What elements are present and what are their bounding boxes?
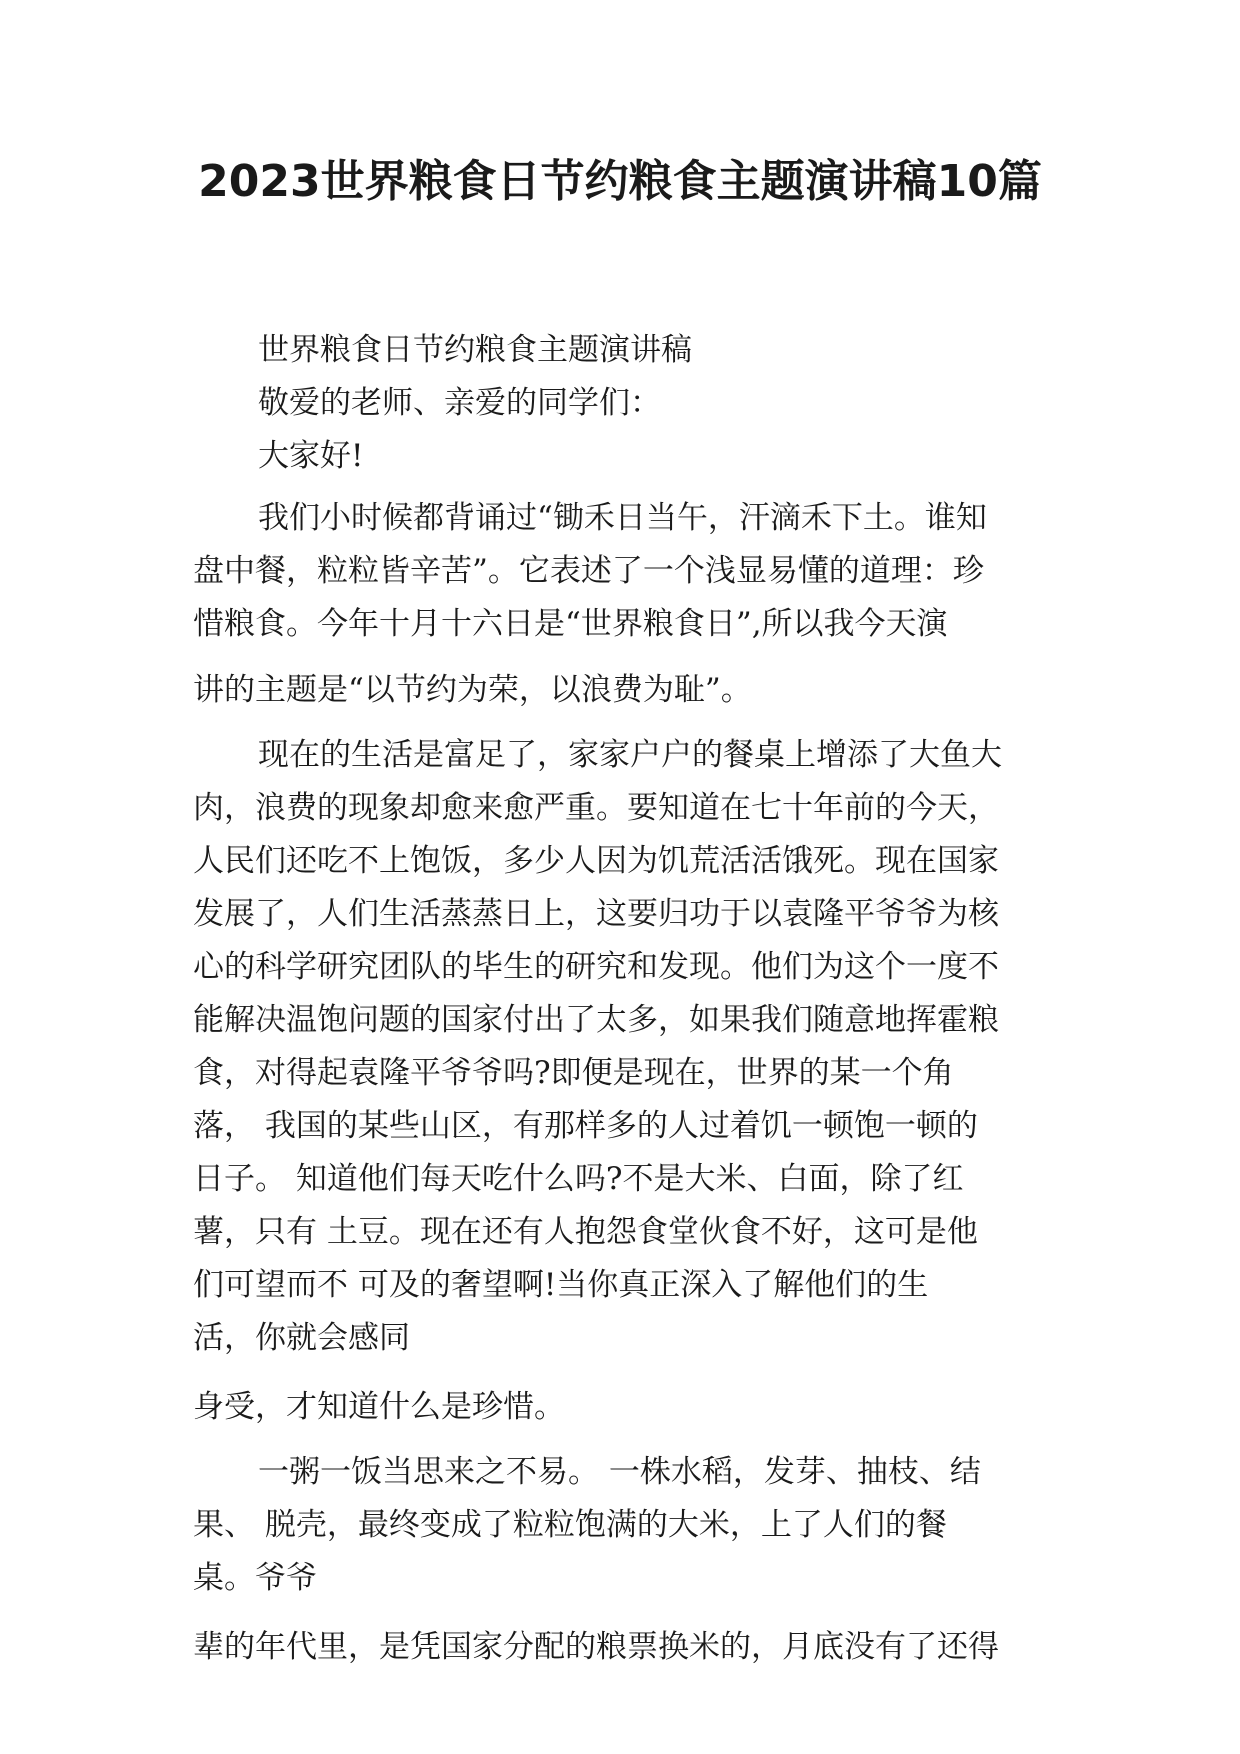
greeting-line: 大家好!	[258, 438, 364, 474]
paragraph-line: 发展了，人们生活蒸蒸日上，这要归功于以袁隆平爷爷为核	[193, 896, 999, 932]
paragraph-line: 我们小时候都背诵过“锄禾日当午，汗滴禾下土。谁知	[258, 500, 987, 536]
paragraph-line: 能解决温饱问题的国家付出了太多，如果我们随意地挥霍粮	[193, 1002, 999, 1038]
paragraph-line: 惜粮食。今年十月十六日是“世界粮食日”,所以我今天演	[193, 606, 948, 642]
salutation-line: 敬爱的老师、亲爱的同学们：	[258, 385, 661, 421]
paragraph-line: 食，对得起袁隆平爷爷吗?即便是现在，世界的某一个角	[193, 1055, 954, 1091]
paragraph-line: 心的科学研究团队的毕生的研究和发现。他们为这个一度不	[193, 949, 999, 985]
paragraph-line: 身受，才知道什么是珍惜。	[193, 1389, 565, 1425]
paragraph-line: 讲的主题是“以节约为荣，以浪费为耻”。	[193, 672, 752, 708]
paragraph-line: 薯，只有 土豆。现在还有人抱怨食堂伙食不好，这可是他	[193, 1214, 978, 1250]
paragraph-line: 肉，浪费的现象却愈来愈严重。要知道在七十年前的今天，	[193, 790, 999, 826]
paragraph-line: 们可望而不 可及的奢望啊!当你真正深入了解他们的生	[193, 1267, 929, 1303]
document-title: 2023世界粮食日节约粮食主题演讲稿10篇	[198, 156, 1042, 207]
paragraph-line: 人民们还吃不上饱饭，多少人因为饥荒活活饿死。现在国家	[193, 843, 999, 879]
paragraph-line: 日子。 知道他们每天吃什么吗?不是大米、白面，除了红	[193, 1161, 964, 1197]
paragraph-line: 现在的生活是富足了，家家户户的餐桌上增添了大鱼大	[258, 737, 1002, 773]
paragraph-line: 辈的年代里，是凭国家分配的粮票换米的，月底没有了还得	[193, 1629, 999, 1665]
paragraph-line: 落， 我国的某些山区，有那样多的人过着饥一顿饱一顿的	[193, 1108, 978, 1144]
paragraph-line: 活，你就会感同	[193, 1320, 410, 1356]
subtitle-line: 世界粮食日节约粮食主题演讲稿	[258, 332, 692, 368]
paragraph-line: 一粥一饭当思来之不易。 一株水稻，发芽、抽枝、结	[258, 1454, 981, 1490]
paragraph-line: 桌。爷爷	[193, 1560, 317, 1596]
paragraph-line: 盘中餐，粒粒皆辛苦”。它表述了一个浅显易懂的道理：珍	[193, 553, 984, 589]
paragraph-line: 果、 脱壳，最终变成了粒粒饱满的大米，上了人们的餐	[193, 1507, 947, 1543]
